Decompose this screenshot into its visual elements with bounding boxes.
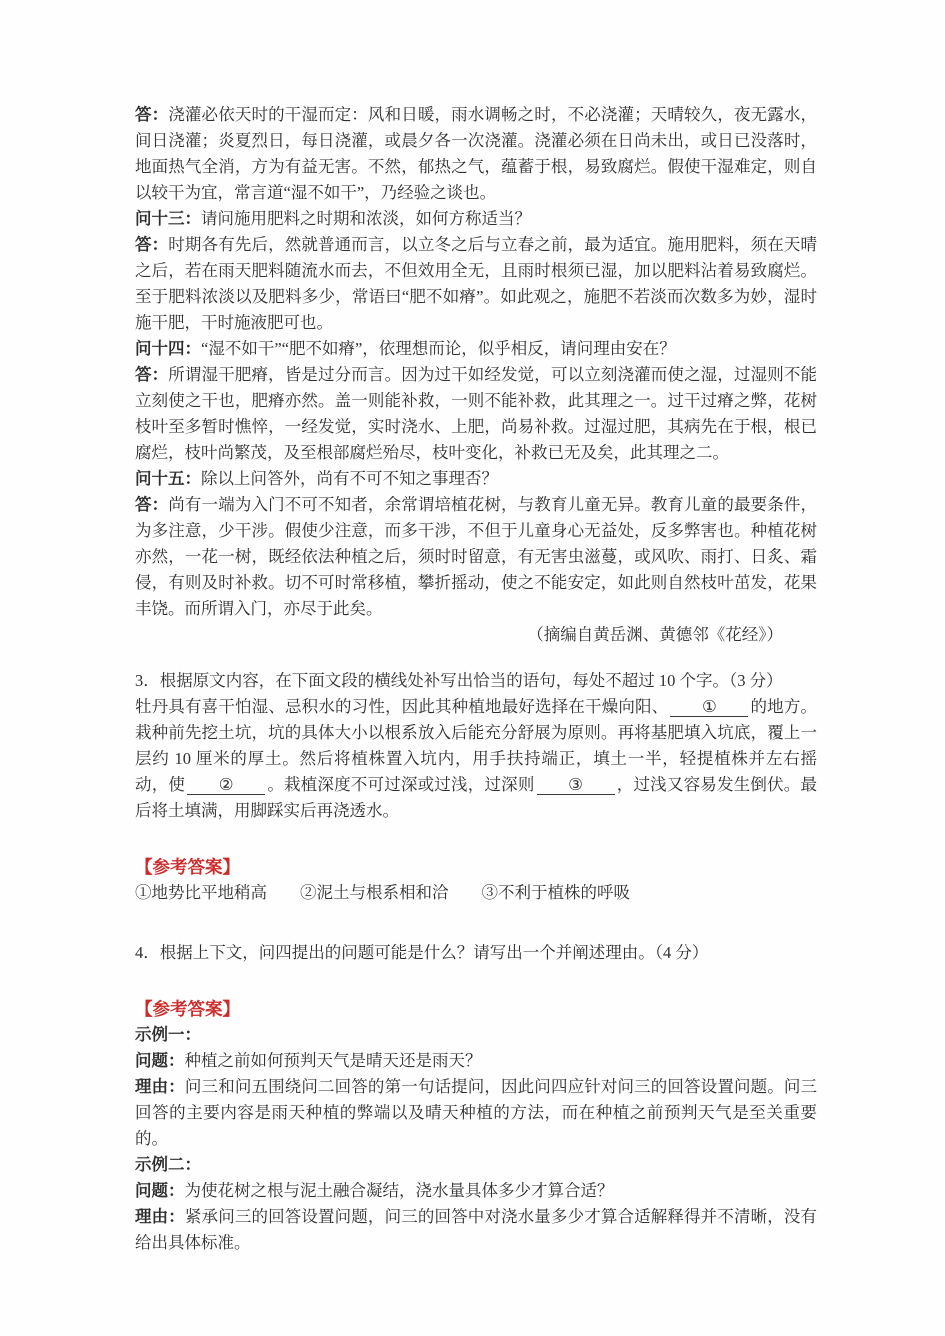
answer-14-text: 所谓湿干肥瘠，皆是过分而言。因为过干如经发觉，可以立刻浇灌而使之湿，过湿则不能立刻使之干也，肥瘠亦然。盖一则能补救，一则不能补救，此其理之一。过干过瘠之弊，花树枝叶至多暂时憔悴，一经发觉，实时浇水、上肥，尚易补救。过湿过肥，其病先在于根，根已腐烂，枝叶尚繁茂，及至根部腐烂殆尽，枝叶变化，补救已无及矣，此其理之二。 <box>135 365 818 462</box>
passage-segment: ，过浅又容易发生倒伏。最后将土填满，用脚踩实后再浇透水。 <box>135 775 817 820</box>
passage-segment: 。栽植深度不可过深或过浅，过深则 <box>267 775 535 794</box>
example-2-reason <box>135 1204 817 1256</box>
reason-label: 理由： <box>135 1077 185 1096</box>
answer-15-text: 尚有一端为入门不可不知者，余常谓培植花树，与教育儿童无异。教育儿童的最要条件，为多注意，少干涉。假使少注意，而多干涉，不但于儿童身心无益处，反多弊害也。种植花树亦然，一花一树，既经依法种植之后，须时时留意，有无害虫滋蔓，或风吹、雨打、日炙、霜侵，有则及时补救。切不可时常移植，攀折摇动，使之不能安定，如此则自然枝叶茁发，花果丰饶。而所谓入门，亦尽于此矣。 <box>135 495 818 618</box>
answer-13-text: 时期各有先后，然就普通而言，以立冬之后与立春之前，最为适宜。施用肥料，须在天晴之后，若在雨天肥料随流水而去，不但效用全无，且雨时根须已湿，加以肥料沾着易致腐烂。至于肥料浓淡以及肥料多少，常语曰“肥不如瘠”。如此观之，施肥不若淡而次数多为妙，湿时施干肥，干时施液肥可也。 <box>135 235 818 332</box>
reference-answer-header-q3: 【参考答案】 <box>135 857 240 877</box>
question-3-answers: ①地势比平地稍高 ②泥土与根系相和洽 ③不利于植株的呼吸 <box>135 883 630 902</box>
fill-in-blank-3: ③ <box>537 775 615 795</box>
passage-segment: 的地方。栽种前先挖土坑，坑的具体大小以根系放入后能充分舒展为原则。再将基肥填入坑底，覆上一层约 10 厘米的厚土。然后将植株置入坑内，用手扶持端正，填土一半，轻提植株并左右摇动，使 <box>135 697 818 794</box>
question-label: 问题： <box>135 1181 185 1200</box>
question-15-label: 问十五： <box>135 469 201 488</box>
example-2-question-text: 为使花树之根与泥土融合凝结，浇水量具体多少才算合适？ <box>184 1181 614 1200</box>
source-citation: （摘编自黄岳渊、黄德邻《花经》） <box>527 625 783 644</box>
answer-14-paragraph <box>135 362 817 466</box>
answer-13-paragraph <box>135 232 817 336</box>
example-2-question <box>135 1178 817 1204</box>
document-content <box>135 102 817 1256</box>
example-2-title: 示例二： <box>135 1155 201 1174</box>
example-1-reason-text: 问三和问五围绕问二回答的第一句话提问，因此问四应针对问三的回答设置问题。问三回答的主要内容是雨天种植的弊端以及晴天种植的方法，而在种植之前预判天气是至关重要的。 <box>135 1077 818 1148</box>
reason-label: 理由： <box>135 1207 185 1226</box>
answer-label: 答： <box>135 495 169 514</box>
answer-12-paragraph <box>135 102 817 206</box>
question-13-text: 请问施用肥料之时期和浓淡，如何方称适当？ <box>201 209 531 228</box>
answer-label: 答： <box>135 365 169 384</box>
question-14-paragraph <box>135 336 817 362</box>
question-4-stem: 4．根据上下文，问四提出的问题可能是什么？请写出一个并阐述理由。（4 分） <box>135 943 709 962</box>
question-14-label: 问十四： <box>135 339 201 358</box>
answer-15-paragraph <box>135 492 817 622</box>
example-1-question-text: 种植之前如何预判天气是晴天还是雨天？ <box>184 1051 482 1070</box>
passage-segment: 牡丹具有喜干怕湿、忌积水的习性，因此其种植地最好选择在干燥向阳、 <box>135 697 669 716</box>
answer-label: 答： <box>135 235 169 254</box>
example-1-reason <box>135 1074 817 1152</box>
example-2-reason-text: 紧承问三的回答设置问题，问三的回答中对浇水量多少才算合适解释得并不清晰，没有给出具体标准。 <box>135 1207 818 1252</box>
fill-in-blank-1: ① <box>670 697 748 717</box>
question-3-stem: 3．根据原文内容，在下面文段的横线处补写出恰当的语句，每处不超过 10 个字。（3 分） <box>135 671 783 690</box>
question-label: 问题： <box>135 1051 185 1070</box>
fill-in-blank-2: ② <box>187 775 265 795</box>
question-3-passage <box>135 694 817 824</box>
answer-label: 答： <box>135 105 169 124</box>
question-13-paragraph <box>135 206 817 232</box>
example-1-question <box>135 1048 817 1074</box>
question-15-paragraph <box>135 466 817 492</box>
question-15-text: 除以上问答外，尚有不可不知之事理否？ <box>201 469 498 488</box>
example-1-title: 示例一： <box>135 1025 201 1044</box>
answer-12-text: 浇灌必依天时的干湿而定：风和日暖，雨水调畅之时，不必浇灌；天晴较久，夜无露水，间日浇灌；炎夏烈日，每日浇灌，或晨夕各一次浇灌。浇灌必须在日尚未出，或日已没落时，地面热气全消，方为有益无害。不然，郁热之气，蕴蓄于根，易致腐烂。假使干湿难定，则自以较干为宜，常言道“湿不如干”，乃经验之谈也。 <box>135 105 818 202</box>
question-14-text: “湿不如干”“肥不如瘠”，依理想而论，似乎相反，请问理由安在？ <box>201 339 676 358</box>
question-3-block <box>135 668 817 824</box>
question-13-label: 问十三： <box>135 209 201 228</box>
reference-answer-header-q4: 【参考答案】 <box>135 999 240 1019</box>
